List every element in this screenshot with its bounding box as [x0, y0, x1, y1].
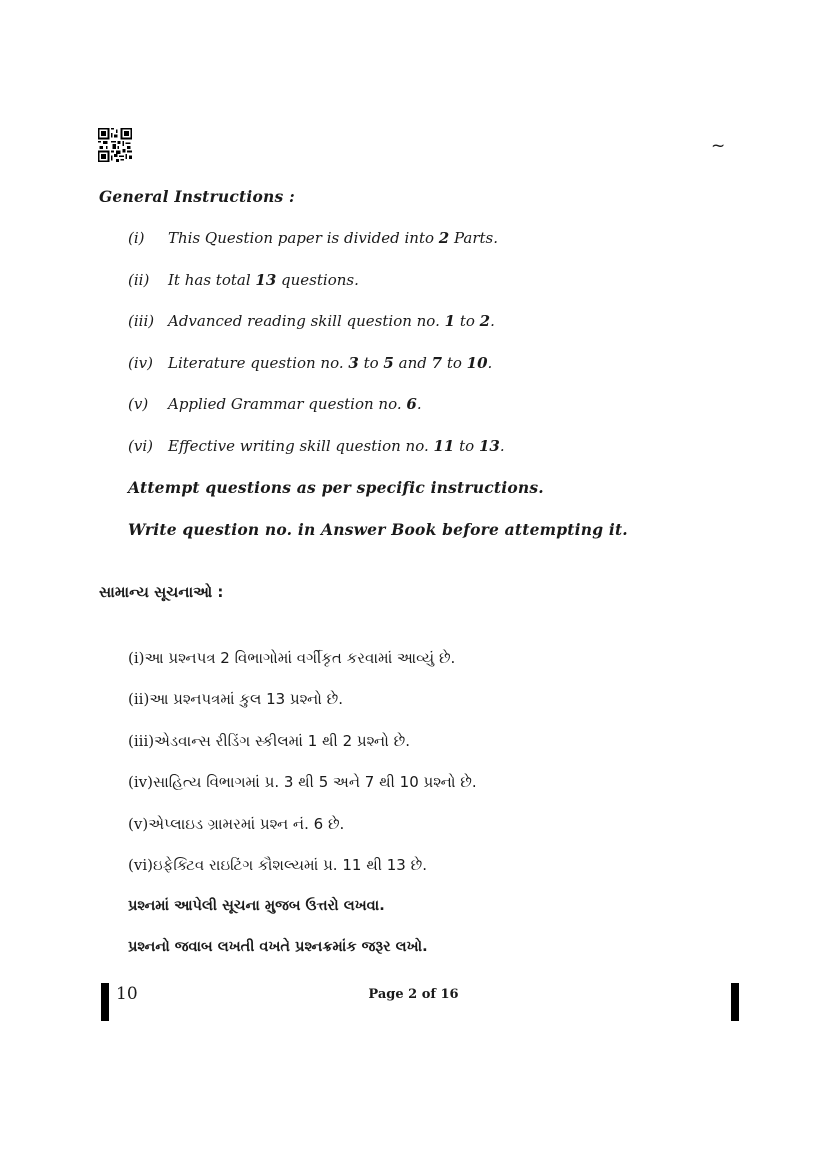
- gujarati-instruction-item: (v)એપ્લાઇડ ગ્રામરમાં પ્રશ્ન નં. 6 છે.: [128, 815, 345, 833]
- gujarati-instruction-item: (iii)એડવાન્સ રીડિંગ સ્કીલમાં 1 થી 2 પ્રશ્નો છે.: [128, 732, 410, 750]
- general-instructions-heading: General Instructions :: [99, 187, 295, 206]
- instruction-item: (ii) It has total 13 questions.: [128, 271, 359, 289]
- qr-code-icon: [98, 128, 132, 162]
- instruction-note: Attempt questions as per specific instructions.: [128, 478, 544, 497]
- instruction-item: (i) This Question paper is divided into 2 Parts.: [128, 229, 499, 247]
- paper-code: 10: [116, 984, 138, 1004]
- gujarati-instruction-item: (i)આ પ્રશ્નપત્ર 2 વિભાગોમાં વર્ગીકૃત કરવામાં આવ્યું છે.: [128, 649, 456, 667]
- gujarati-instruction-note: પ્રશ્નનો જવાબ લખતી વખતે પ્રશ્નક્રમાંક જરૂર લખો.: [128, 939, 428, 955]
- right-margin-bar: [731, 983, 739, 1021]
- gujarati-instructions-heading: સામાન્ય સૂચનાઓ :: [99, 583, 224, 601]
- instruction-item: (v) Applied Grammar question no. 6.: [128, 395, 422, 413]
- corner-mark: ~: [711, 136, 726, 156]
- instruction-item: (iv) Literature question no. 3 to 5 and 7 to 10.: [128, 354, 493, 372]
- instruction-item: (iii) Advanced reading skill question no. 1 to 2.: [128, 312, 495, 330]
- gujarati-instruction-item: (vi)ઇફેક્ટિવ રાઇટિંગ કૌશલ્યમાં પ્ર. 11 થી 13 છે.: [128, 856, 427, 874]
- instruction-item: (vi) Effective writing skill question no. 11 to 13.: [128, 437, 505, 455]
- gujarati-instruction-item: (iv)સાહિત્ય વિભાગમાં પ્ર. 3 થી 5 અને 7 થી 10 પ્રશ્નો છે.: [128, 773, 477, 791]
- gujarati-instruction-item: (ii)આ પ્રશ્નપત્રમાં કુલ 13 પ્રશ્નો છે.: [128, 690, 344, 708]
- gujarati-instruction-note: પ્રશ્નમાં આપેલી સૂચના મુજબ ઉત્તરો લખવા.: [128, 898, 385, 914]
- instruction-note: Write question no. in Answer Book before attempting it.: [128, 520, 628, 539]
- page-number: Page 2 of 16: [368, 987, 459, 1002]
